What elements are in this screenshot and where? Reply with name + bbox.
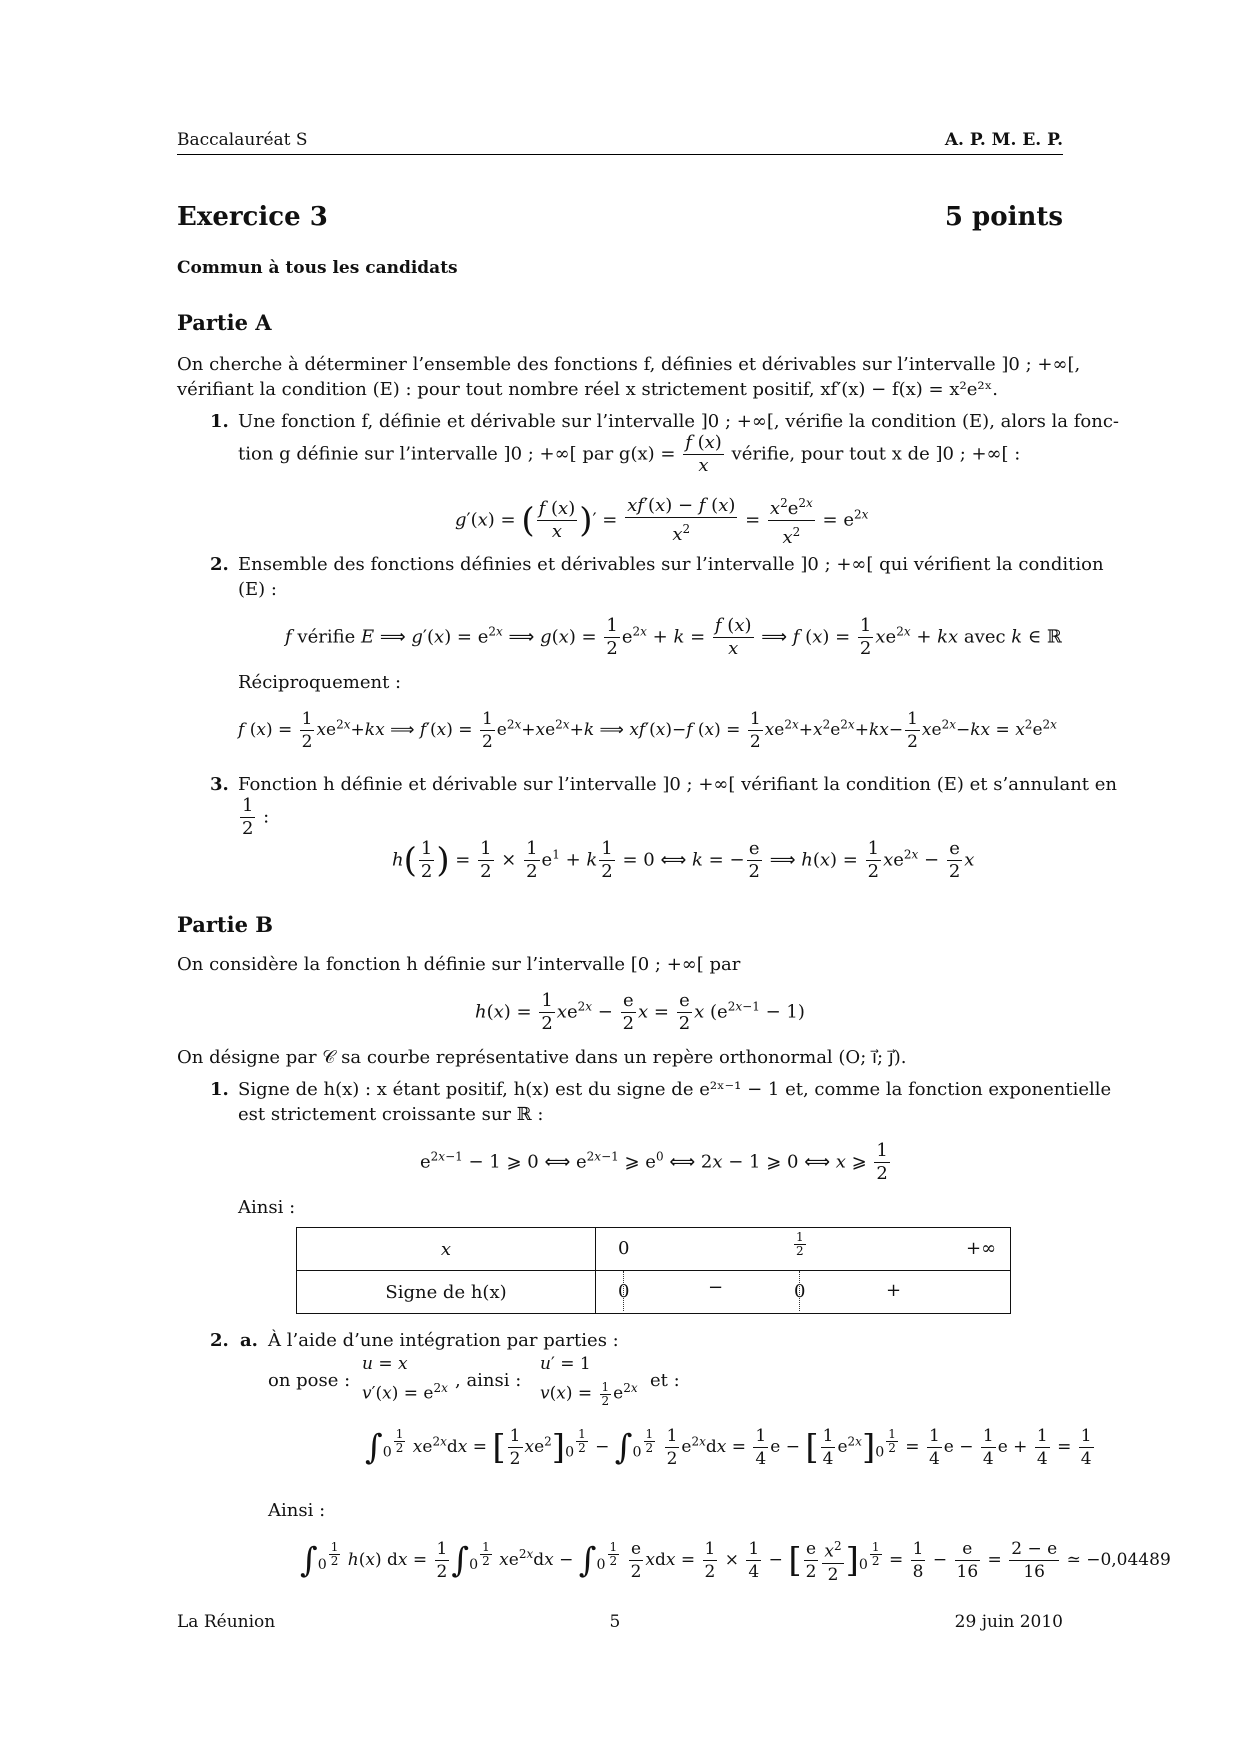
dotted-line: [799, 1271, 800, 1311]
partA-q3-fraction: $\frac{1}{2}$ :: [242, 795, 270, 839]
ainsi-label-2: Ainsi :: [268, 1500, 326, 1521]
equation-g-prime: g′(x) = ( $\frac{f (x)}{x}$ )′ = $\frac{xf'(x) - f (x)}{x^2}$ = $\frac{x^2e^{2x}}{x^2}$ = $e^{2x}$: [455, 492, 868, 549]
on-pose-label: on pose :: [268, 1370, 351, 1391]
pose-uprime-v: u′ = 1 v(x) = $\frac{1}{2}$ $e^{2x}$: [540, 1354, 638, 1408]
footer-right: 29 juin 2010: [954, 1612, 1063, 1632]
sign-table: [296, 1227, 1011, 1314]
exercise-title: Exercice 3: [177, 202, 328, 232]
pose-uv: u = x $v'(x) = e^{2x}$: [362, 1354, 448, 1404]
exercise-points: 5 points: [944, 202, 1063, 232]
partA-q1-line1: Une fonction f, définie et dérivable sur l’intervalle ]0 ; +∞[, vérifie la condition (E), alors la fonc-: [238, 411, 1119, 432]
partB-q1-line1: Signe de h(x) : x étant positif, h(x) est du signe de e²ˣ⁻¹ − 1 et, comme la fonction exponentielle: [238, 1079, 1112, 1100]
partB-q2a-text: À l’aide d’une intégration par parties :: [268, 1330, 619, 1351]
partB-q1-number: 1.: [210, 1079, 229, 1100]
table-header-sign: Signe de h(x): [297, 1271, 596, 1314]
partA-q3-number: 3.: [210, 774, 229, 795]
equation-integral-h: $\int_0$ $^{\frac{1}{2}}$ h(x) dx = $\frac{1}{2}$ $\int_0$ $^{\frac{1}{2}}$ $xe^{2x}dx - \int_0$ $^{\frac{1}{2}}$ $\frac{e}{2}$ xdx = $\frac{1}{2}$ × $\frac{1}{4}$ − [ $\frac{e}{2}$ $\frac{x^2}{2}$ ]$_0$ $^{\frac{1}{2}}$ = $\frac{1}{8}$ − $\frac{e}{16}$ = $\frac{2 - e}{16}$ ≃ −0,04489: [300, 1535, 1171, 1586]
integral-result: ≃ −0,04489: [1066, 1549, 1171, 1570]
sign-plus: +: [886, 1280, 902, 1301]
equation-reciproque: f (x) = $\frac{1}{2}$ $xe^{2x}+kx$ ⟹ f′(x) = $\frac{1}{2}$ $e^{2x}+xe^{2x}+k$ ⟹ xf′(x)−f (x) = $\frac{1}{2}$ $xe^{2x}+x^2e^{2x}+kx-$ $\frac{1}{2}$ $xe^{2x}-kx = x^2e^{2x}$: [238, 709, 1057, 752]
partB-q2-number: 2.: [210, 1330, 229, 1351]
table-row: [297, 1228, 1011, 1271]
sign-zero-0: 0: [618, 1281, 630, 1302]
equation-f-general: f vérifie E ⟹ $g'(x) = e^{2x}$ ⟹ g(x) = $\frac{1}{2}$ $e^{2x} + k$ = $\frac{f (x)}{x}$ ⟹ f (x) = $\frac{1}{2}$ $xe^{2x}$ + kx avec k ∈ ℝ: [285, 615, 1062, 659]
et-label: et :: [650, 1370, 680, 1391]
partA-q2-line1: Ensemble des fonctions définies et dérivables sur l’intervalle ]0 ; +∞[ qui vérifient la condition: [238, 554, 1104, 575]
exercise-title-row: [177, 202, 1063, 232]
exercise-subtitle: Commun à tous les candidats: [177, 258, 458, 278]
partA-q1-number: 1.: [210, 411, 229, 432]
footer-left: La Réunion: [177, 1612, 276, 1632]
page-number: 5: [609, 1612, 621, 1632]
sign-minus: −: [708, 1277, 724, 1298]
table-header-x: x: [297, 1228, 596, 1271]
equation-h-half: h( $\frac{1}{2}$ ) = $\frac{1}{2}$ × $\frac{1}{2}$ $e^1 + k$ $\frac{1}{2}$ = 0 ⟺ k = − $\frac{e}{2}$ ⟹ h(x) = $\frac{1}{2}$ $xe^{2x}$ − $\frac{e}{2}$ x: [392, 838, 975, 882]
ainsi-label-1: Ainsi :: [238, 1197, 296, 1218]
partA-q2-line2: (E) :: [238, 579, 277, 600]
dotted-line: [623, 1271, 624, 1311]
partA-q1-line2: tion g définie sur l’intervalle ]0 ; +∞[ par g(x) = $\frac{f (x)}{x}$ vérifie, pour tout x de ]0 ; +∞[ :: [238, 432, 1021, 476]
page-footer: [177, 1612, 1063, 1632]
equation-h-def: h(x) = $\frac{1}{2}$ $xe^{2x}$ − $\frac{e}{2}$ x = $\frac{e}{2}$ x $(e^{2x-1} - 1)$: [475, 990, 805, 1034]
sign-zero-half: 0: [794, 1281, 806, 1302]
partB-title: Partie B: [177, 912, 273, 937]
table-row: [297, 1271, 1011, 1314]
equation-integration-parts: $\int_0$ $^{\frac{1}{2}}$ $xe^{2x}dx$ = [ $\frac{1}{2}$ $xe^2]_0$ $^{\frac{1}{2}}$ − $\int_0$ $^{\frac{1}{2}}$ $\frac{1}{2}$ $e^{2x}dx$ = $\frac{1}{4}$ e − [ $\frac{1}{4}$ $e^{2x}]_0$ $^{\frac{1}{2}}$ = $\frac{1}{4}$ e − $\frac{1}{4}$ e + $\frac{1}{4}$ = $\frac{1}{4}$: [365, 1426, 1092, 1469]
x-value-0: 0: [618, 1238, 630, 1259]
ainsi-inline: , ainsi :: [455, 1370, 522, 1391]
page-header: [177, 130, 1063, 155]
partA-q3-line1: Fonction h définie et dérivable sur l’intervalle ]0 ; +∞[ vérifiant la condition (E) et s’annulant en: [238, 774, 1118, 795]
x-value-half: $\frac{1}{2}$: [796, 1230, 804, 1258]
header-right: A. P. M. E. P.: [944, 130, 1063, 150]
reciproque-label: Réciproquement :: [238, 672, 402, 693]
partB-q2a-number: a.: [240, 1330, 258, 1351]
partA-q2-number: 2.: [210, 554, 229, 575]
partA-intro-1: On cherche à déterminer l’ensemble des fonctions f, définies et dérivables sur l’intervalle ]0 ; +∞[,: [177, 354, 1081, 375]
partB-intro: On considère la fonction h définie sur l’intervalle [0 ; +∞[ par: [177, 954, 741, 975]
partB-q1-line2: est strictement croissante sur ℝ :: [238, 1104, 544, 1125]
x-value-inf: +∞: [966, 1238, 997, 1259]
partB-curve: On désigne par 𝒞 sa courbe représentative dans un repère orthonormal (O; ı⃗; ȷ⃗).: [177, 1047, 907, 1068]
partA-title: Partie A: [177, 310, 272, 335]
table-sign-values: [596, 1271, 1011, 1314]
header-left: Baccalauréat S: [177, 130, 308, 150]
equation-sign: $e^{2x-1} - 1$ ⩾ 0 ⟺ $e^{2x-1}$ ⩾ $e^0$ ⟺ 2x − 1 ⩾ 0 ⟺ x ⩾ $\frac{1}{2}$: [420, 1140, 888, 1184]
partA-intro-2: vérifiant la condition (E) : pour tout nombre réel x strictement positif, xf′(x) − f(x) = x²e²ˣ.: [177, 379, 998, 400]
table-x-values: [596, 1228, 1011, 1271]
